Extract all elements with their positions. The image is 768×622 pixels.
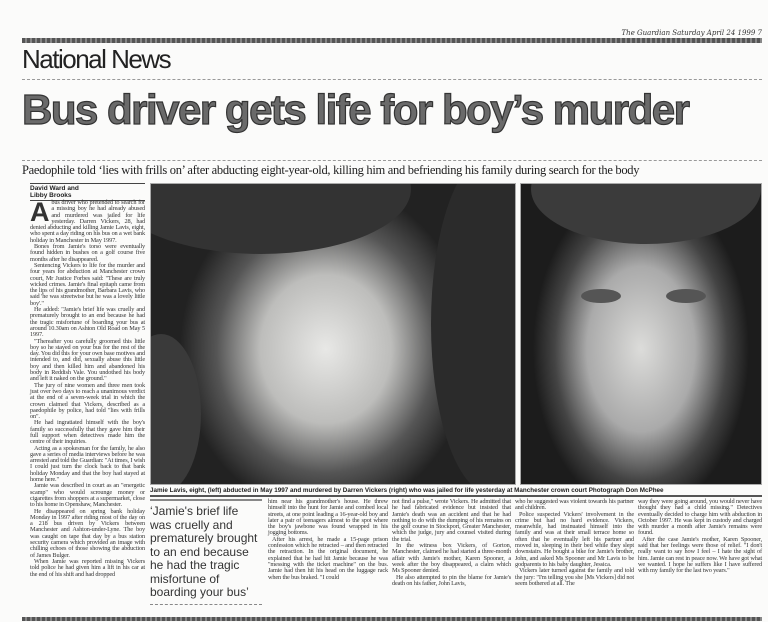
section-title: National News: [22, 44, 171, 74]
paragraph: The jury of nine women and three men took just over two days to reach a unanimous verdict at the end of a seven-week trial in which the crown claimed that Vickers, described as a paedophile by police, had told "lies with frills on".: [30, 381, 145, 421]
paragraph: After the case Jamie's mother, Karen Spooner, said that her feelings were those of relief. "I don't really want to say how I feel – I hate the sight of him. Jamie can rest in peace now. We have got what we wanted. I hope he suffers like I have suffered with my family for the last two years.": [638, 535, 762, 575]
bottom-rule: [22, 617, 762, 621]
headline: Bus driver gets life for boy’s murder: [22, 86, 689, 133]
paragraph: not find a pulse," wrote Vickers. He admitted that he had fabricated evidence but insisted that Jamie's death was an accident and that he had nothing to do with the dumping of his remains on the golf course in Stockport, Greater Manchester, which the judge, jury and counsel visited during the trial.: [392, 498, 511, 543]
top-rule: [22, 38, 762, 43]
paragraph: who he suggested was violent towards his partner and children.: [515, 498, 634, 512]
photo-caption: Jamie Lavis, eight, (left) abducted in May 1997 and murdered by Darren Vickers (right) who was jailed for life yesterday at Manchester crown court Photograph Don McPhee: [150, 487, 762, 497]
paragraph: Acting as a spokesman for the family, he also gave a series of media interviews before he was arrested and told the Guardian: "At times, I wish I could just turn the clock back to that bank holiday Monday and that the boy had stayed at home here.": [30, 444, 146, 484]
article-column-3: [392, 499, 511, 587]
byline-line: David Ward and: [30, 185, 79, 192]
article-column-1: [30, 197, 146, 578]
paragraph: He had ingratiated himself with the boy's family so successfully that they gave him their full support when detectives made him the centre of their inquiries.: [30, 419, 145, 446]
subhead-divider: [22, 160, 762, 161]
subheadline: Paedophile told ‘lies with frills on’ after abducting eight-year-old, killing him and befriending his family during search for the body: [22, 163, 640, 177]
paragraph: Sentencing Vickers to life for the murder and four years for abduction at Manchester crown court, Mr Justice Forbes said: "These are truly wicked crimes. Jamie's final epitaph came from the lips of his grandmother, Barbara Lavis, who said 'he was streetwise but he was a lovely little boy'.": [30, 261, 145, 307]
paragraph: Police suspected Vickers' involvement in the crime but had no hard evidence. Vickers, meanwhile, had insinuated himself into the family and was at their small terrace home so often that he eventually left his partner and moved in, sleeping in their bed while they slept downstairs. He bought a bike for Jamie's brother, John, and asked Ms Spooner and Mr Lavis to be godparents to his baby daughter, Jessica.: [515, 510, 634, 568]
photo-jamie-lavis: [150, 183, 516, 485]
paragraph: Bones from Jamie's torso were eventually found hidden in bushes on a golf course five months after he disappeared.: [30, 243, 145, 263]
paragraph: bus driver who pretended to search for a missing boy he had already abused and murdered was jailed for life yesterday. Darren Vickers, 28, had denied abducting and killing Jamie Lavis, eight, who spent a day riding on his bus on a wet bank holiday in Manchester in May 1997.: [30, 199, 145, 244]
paragraph: He also attempted to pin the blame for Jamie's death on his father, John Lavis,: [392, 573, 511, 587]
article-column-4: [515, 499, 634, 587]
paragraph: After his arrest, he made a 15-page prison confession which he retracted – and then retracted the retraction. In the original document, he explained that he had hit Jamie because he was "messing with the ticket machine" on the bus. Jamie had then hit his head on the luggage rack when the bus braked. "I could: [268, 535, 388, 581]
paragraph: When Jamie was reported missing Vickers told police he had given him a lift in his car at the end of his shift and had dropped: [30, 557, 145, 578]
paragraph: In the witness box Vickers, of Gorton, Manchester, claimed he had started a three-month affair with Jamie's mother, Karen Spooner, a week after the boy disappeared, a claim which Ms Spooner denied.: [392, 542, 511, 575]
paragraph: way they were going around, you would never have thought they had a child missing." Detectives eventually decided to charge him with abduction in October 1997. He was kept in custody and charged with murder a month after Jamie's remains were found.: [638, 498, 762, 537]
paragraph: He added: "Jamie's brief life was cruelly and prematurely brought to an end because he had the tragic misfortune of boarding your bus at around 10.30am on Ashton Old Road on May 5 1997.: [30, 306, 145, 339]
drop-cap: A: [30, 197, 50, 227]
paragraph: He disappeared on spring bank holiday Monday in 1997 after riding most of the day on a 218 bus driven by Vickers between Manchester and Ashton-under-Lyne. The boy was caught on tape that day by a bus station security camera which provided an image with chilling echoes of those showing the abduction of James Bulger.: [30, 507, 145, 559]
paragraph: him near his grandmother's house. He threw himself into the hunt for Jamie and combed local streets, at one point leading a 16-year-old boy and later a pair of teenagers almost to the spot where the boy's jawbone was found wrapped in his jogging bottoms.: [268, 498, 388, 537]
paragraph: Jamie was described in court as an "energetic scamp" who would scrounge money or cigarettes from shoppers at a supermarket, close to his home in Openshaw, Manchester.: [30, 482, 145, 509]
paragraph: "Thereafter you carefully groomed this little boy so he stayed on your bus for the rest of the day. You did this for your own base motives and intended to, and did, sexually abuse this little boy and then killed him and abandoned his body in Reddish Vale. You undothed his body and left it naked on the ground.": [30, 337, 145, 383]
article-column-2: [268, 499, 388, 581]
photo-darren-vickers: [520, 183, 762, 485]
article-column-5: [638, 499, 762, 575]
paragraph: Vickers later turned against the family and told the jury: "I'm telling you she [Ms Vickers] did not seem bothered at all. The: [515, 567, 634, 587]
section-divider: [22, 79, 762, 80]
pull-quote: ‘Jamie's brief life was cruelly and prematurely brought to an end because he had the tragic misfortune of boarding your bus’: [150, 499, 262, 605]
byline-line: Libby Brooks: [30, 192, 72, 199]
masthead-dateline: The Guardian Saturday April 24 1999 7: [621, 29, 762, 37]
